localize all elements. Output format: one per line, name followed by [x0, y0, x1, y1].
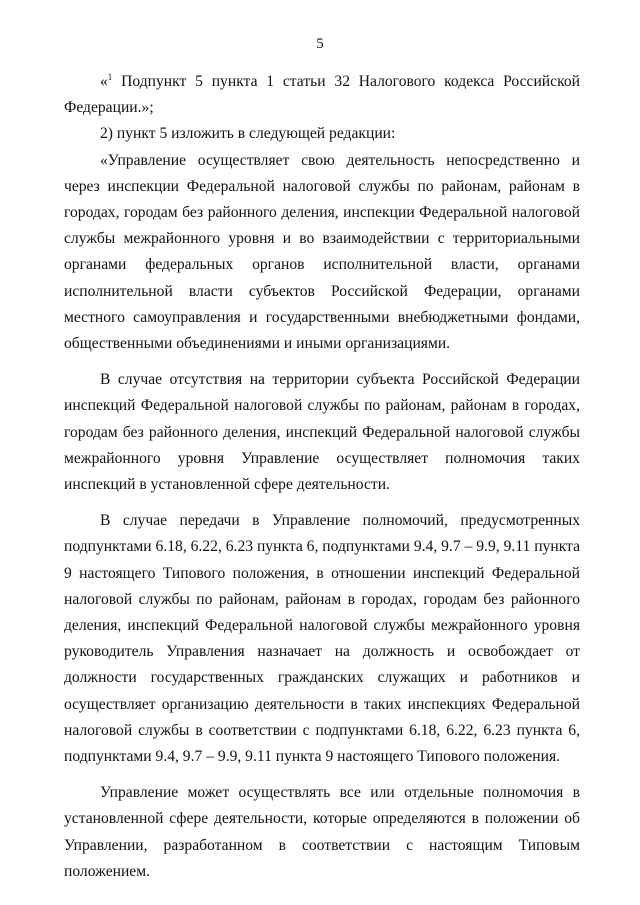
document-body — [64, 64, 580, 885]
paragraph-activity: «Управление осуществляет свою деятельность непосредственно и через инспекции Федеральной налоговой службы по районам, районам в городах, городам без районного деления, инспекции Федеральной налоговой службы межрайонного уровня и во взаимодействии с территориальными органами федеральных органов исполнительной власти, органами исполнительной власти субъектов Российской Федерации, органами местного самоуправления и государственными внебюджетными фондами, общественными объединениями и иными организациями. — [64, 151, 580, 353]
footnote-mark: 1 — [107, 72, 113, 82]
paragraph-transfer: В случае передачи в Управление полномочий, предусмотренных подпунктами 6.18, 6.22, 6.23 пункта 6, подпунктами 9.4, 9.7 – 9.9, 9.11 пункта 9 настоящего Типового положения, в отношении инспекций Федеральной налоговой службы по районам, районам в городах, городам без районного деления, инспекций Федеральной налоговой службы межрайонного уровня руководитель Управления назначает на должность и освобождает от должности государственных гражданских служащих и работников и осуществляет организацию деятельности в таких инспекциях Федеральной налоговой службы в соответствии с подпунктами 6.18, 6.22, 6.23 пункта 6, подпунктами 9.4, 9.7 – 9.9, 9.11 пункта 9 настоящего Типового положения. — [64, 512, 580, 766]
page-number: 5 — [316, 36, 324, 52]
footnote-text: Подпункт 5 пункта 1 статьи 32 Налогового кодекса Российской Федерации.»; — [64, 73, 580, 117]
paragraph-absence: В случае отсутствия на территории субъекта Российской Федерации инспекций Федеральной налоговой службы по районам, районам в городах, городам без районного деления, инспекций Федеральной налоговой службы межрайонного уровня Управление осуществляет полномочия таких инспекций в установленной сфере деятельности. — [64, 371, 580, 494]
footnote-paragraph — [64, 64, 580, 121]
footnote-open-quote: « — [100, 73, 108, 90]
amendment-instruction: 2) пункт 5 изложить в следующей редакции: — [100, 125, 396, 143]
paragraph-powers: Управление может осуществлять все или отдельные полномочия в установленной сфере деятельности, которые определяются в положении об Управлении, разработанном в соответствии с настоящим Типовым положением. — [64, 784, 580, 880]
